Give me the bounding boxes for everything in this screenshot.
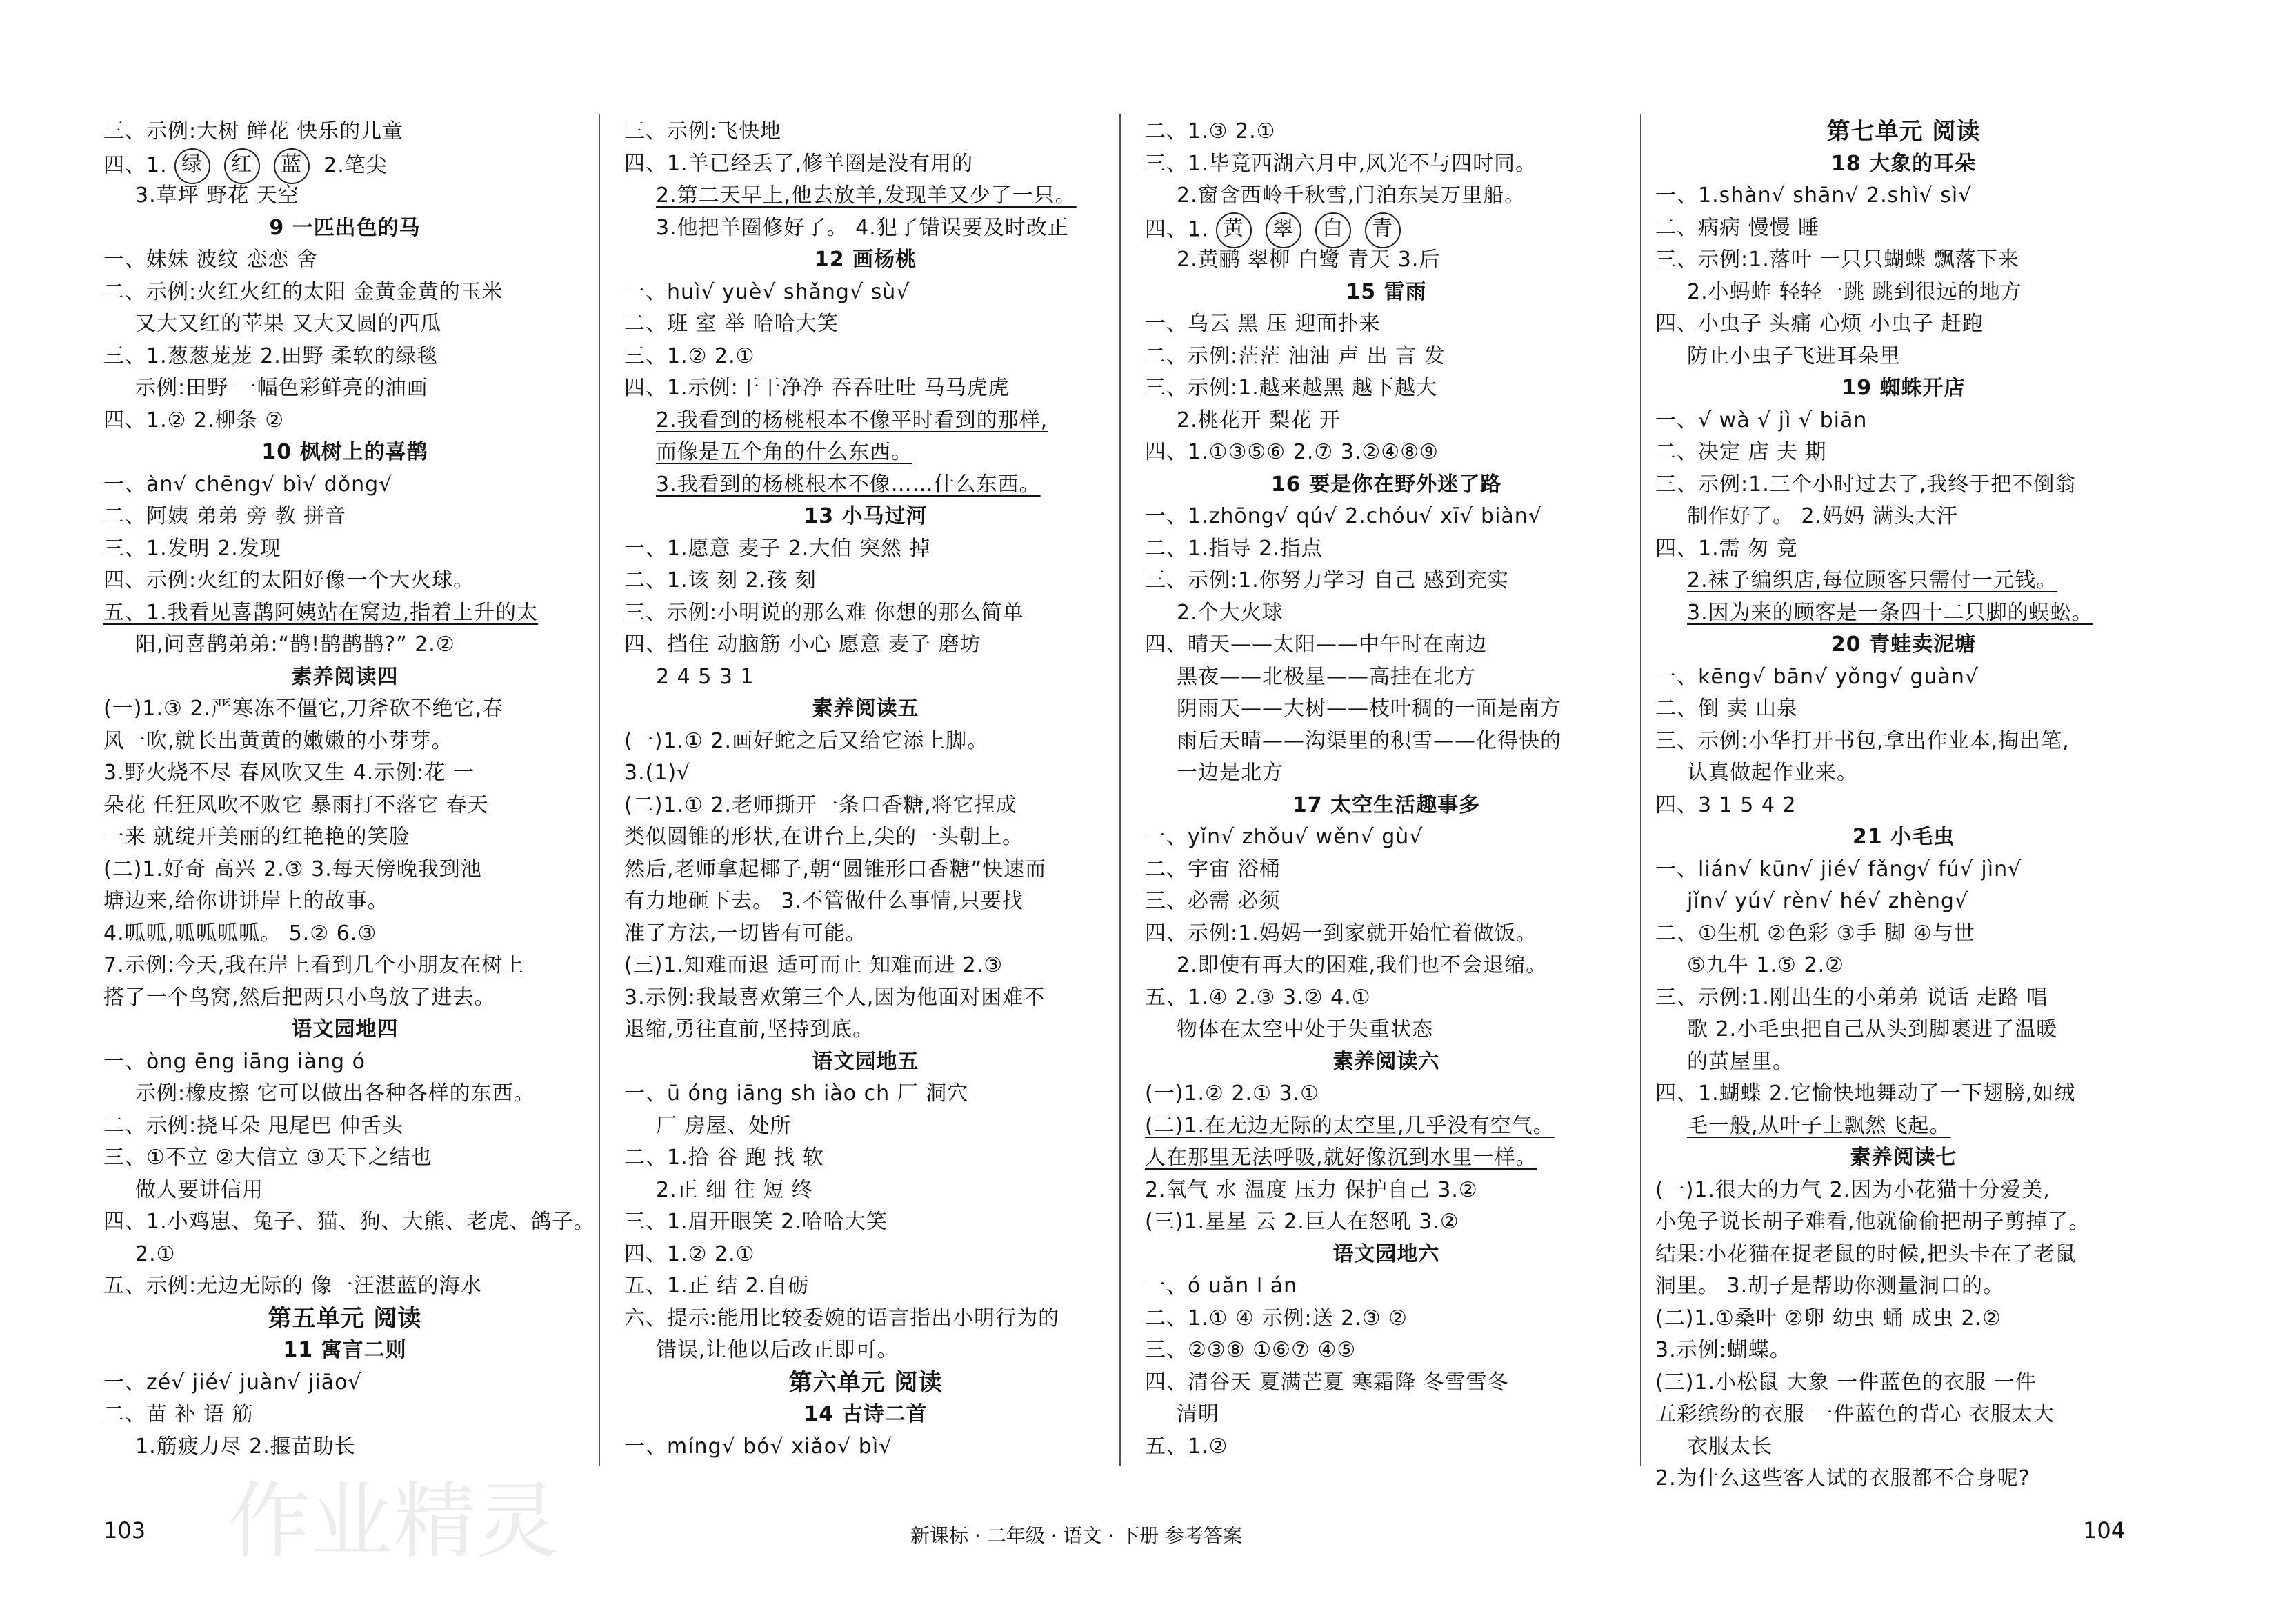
answer-line: 一、妹妹 波纹 恋恋 舍	[103, 248, 318, 272]
answer-line: 四、1.羊已经丢了,修羊圈是没有用的	[624, 151, 974, 176]
column-divider	[1119, 114, 1121, 1466]
section-heading: 20 青蛙卖泥塘	[1830, 632, 1977, 657]
answer-line: 3.我看到的杨桃根本不像……什么东西。	[656, 472, 1041, 497]
answer-line: 二、倒 卖 山泉	[1655, 697, 1799, 721]
answer-line: 3.草坪 野花 天空	[135, 183, 299, 208]
answer-line: 有力地砸下去。 3.不管做什么事情,只要找	[624, 889, 1024, 913]
answer-line: 三、1.② 2.①	[624, 343, 755, 368]
answer-column-3	[1145, 116, 1628, 1463]
section-heading: 语文园地四	[291, 1017, 399, 1041]
answer-line: jǐn√ yú√ rèn√ hé√ zhèng√	[1687, 889, 1969, 913]
answer-line	[1145, 212, 1628, 245]
answer-line: 三、示例:1.你努力学习 自己 感到充实	[1145, 568, 1509, 592]
circled-character: 蓝	[274, 148, 310, 184]
answer-line: 风一吹,就长出黄黄的嫩嫩的小芽芽。	[103, 728, 453, 753]
answer-line: 雨后天晴——沟渠里的积雪——化得快的	[1177, 728, 1561, 753]
answer-line: 3.示例:我最喜欢第三个人,因为他面对困难不	[624, 985, 1046, 1010]
answer-line: 2.黄鹂 翠柳 白鹭 青天 3.后	[1177, 248, 1441, 272]
answer-line: 一、乌云 黑 压 迎面扑来	[1145, 312, 1381, 336]
answer-line: 三、②③⑧ ①⑥⑦ ④⑤	[1145, 1338, 1357, 1362]
answer-line: 一边是北方	[1177, 761, 1284, 785]
answer-line: 然后,老师拿起椰子,朝“圆锥形口香糖”快速而	[624, 857, 1047, 881]
answer-line: 二、示例:挠耳朵 甩尾巴 伸舌头	[103, 1113, 404, 1138]
page-number-right: 104	[2083, 1517, 2126, 1544]
section-heading: 第七单元 阅读	[1826, 118, 1981, 146]
answer-line: 做人要讲信用	[135, 1177, 263, 1202]
answer-line: 7.示例:今天,我在岸上看到几个小朋友在树上	[103, 953, 525, 977]
answer-line: 防止小虫子飞进耳朵里	[1687, 343, 1901, 368]
answer-line: (一)1.② 2.① 3.①	[1145, 1081, 1320, 1106]
answer-line: 衣服太长	[1687, 1434, 1773, 1459]
section-heading: 12 画杨桃	[814, 248, 917, 272]
answer-line: 一、àn√ chēng√ bì√ dǒng√	[103, 472, 393, 497]
answer-line: 二、决定 店 夫 期	[1655, 440, 1827, 464]
answer-line: 二、①生机 ②色彩 ③手 脚 ④与世	[1655, 921, 1975, 946]
answer-line: (二)1.① 2.老师撕开一条口香糖,将它捏成	[624, 792, 1017, 817]
answer-line: 3.因为来的顾客是一条四十二只脚的蜈蚣。	[1687, 600, 2093, 625]
answer-line: 2.小蚂蚱 轻轻一跳 跳到很远的地方	[1687, 279, 2022, 304]
section-heading: 语文园地六	[1332, 1241, 1440, 1266]
watermark: 作业精灵	[228, 1474, 559, 1570]
section-heading: 9 一匹出色的马	[269, 215, 421, 240]
answer-line: 二、1.③ 2.①	[1145, 119, 1276, 143]
answer-line: 清明	[1177, 1402, 1219, 1426]
answer-line: 2.个大火球	[1177, 600, 1284, 625]
answer-line: 四、1.蝴蝶 2.它愉快地舞动了一下翅膀,如绒	[1655, 1081, 2076, 1106]
answer-line: 小兔子说长胡子难看,他就偷偷把胡子剪掉了。	[1655, 1210, 2090, 1234]
section-heading: 21 小毛虫	[1852, 825, 1955, 849]
answer-line: 一、1.zhōng√ qú√ 2.chóu√ xī√ biàn√	[1145, 504, 1542, 528]
answer-line: (一)1.③ 2.严寒冻不僵它,刀斧砍不绝它,春	[103, 697, 504, 721]
section-heading: 素养阅读七	[1850, 1146, 1957, 1170]
section-heading: 16 要是你在野外迷了路	[1270, 472, 1502, 497]
answer-column-1	[103, 116, 595, 1463]
answer-line: 二、宇宙 浴桶	[1145, 857, 1281, 881]
section-heading: 19 蜘蛛开店	[1841, 376, 1966, 400]
answer-line: 二、1.指导 2.指点	[1145, 536, 1323, 561]
answer-line: 歌 2.小毛虫把自己从头到脚裹进了温暖	[1687, 1017, 2058, 1041]
circled-character: 黄	[1216, 212, 1252, 248]
answer-line: 物体在太空中处于失重状态	[1177, 1017, 1433, 1041]
answer-line: 2.袜子编织店,每位顾客只需付一元钱。	[1687, 568, 2058, 592]
page-number-left: 103	[103, 1517, 146, 1544]
answer-line: ⑤九牛 1.⑤ 2.②	[1687, 953, 1845, 977]
section-heading: 第六单元 阅读	[788, 1368, 943, 1397]
answer-line: 四、1.①③⑤⑥ 2.⑦ 3.②④⑧⑨	[1145, 440, 1439, 464]
answer-line: 黑夜——北极星——高挂在北方	[1177, 664, 1476, 689]
answer-line: 三、1.眉开眼笑 2.哈哈大笑	[624, 1210, 888, 1234]
answer-line: 一、lián√ kūn√ jié√ fǎng√ fú√ jìn√	[1655, 857, 2022, 881]
answer-line: 三、①不立 ②大信立 ③天下之结也	[103, 1146, 432, 1170]
column-divider	[599, 114, 600, 1466]
answer-line: 三、示例:1.落叶 一只只蝴蝶 飘落下来	[1655, 248, 2019, 272]
answer-line: 四、挡住 动脑筋 小心 愿意 麦子 磨坊	[624, 632, 981, 657]
answer-line	[103, 148, 586, 181]
answer-line: 六、提示:能用比较委婉的语言指出小明行为的	[624, 1306, 1060, 1330]
section-heading: 语文园地五	[812, 1049, 919, 1074]
answer-line: 4.呱呱,呱呱呱呱。 5.② 6.③	[103, 921, 377, 946]
answer-line: (一)1.① 2.画好蛇之后又给它添上脚。	[624, 728, 989, 753]
answer-line: 四、1.② 2.柳条 ②	[103, 408, 285, 432]
answer-line: 二、苗 补 语 筋	[103, 1402, 254, 1426]
section-heading: 素养阅读六	[1332, 1049, 1440, 1074]
answer-line: (二)1.①桑叶 ②卵 幼虫 蛹 成虫 2.②	[1655, 1306, 2002, 1330]
answer-line: 四、1.小鸡崽、兔子、猫、狗、大熊、老虎、鸽子。	[103, 1210, 595, 1234]
answer-line: 四、1.示例:干干净净 吞吞吐吐 马马虎虎	[624, 376, 1010, 400]
answer-line: 五彩缤纷的衣服 一件蓝色的背心 衣服太大	[1655, 1402, 2055, 1426]
circled-character: 红	[224, 148, 260, 184]
section-heading: 11 寓言二则	[283, 1338, 407, 1362]
answer-column-4	[1655, 116, 2152, 1495]
answer-line: 五、1.正 结 2.自砺	[624, 1274, 810, 1298]
answer-line: 制作好了。 2.妈妈 满头大汗	[1687, 504, 1958, 528]
answer-line: 3.他把羊圈修好了。 4.犯了错误要及时改正	[656, 215, 1069, 240]
answer-line: 四、小虫子 头痛 心烦 小虫子 赶跑	[1655, 312, 1984, 336]
answer-line: 二、阿姨 弟弟 旁 教 拼音	[103, 504, 347, 528]
answer-line: 三、示例:1.刚出生的小弟弟 说话 走路 唱	[1655, 985, 2048, 1010]
answer-line: 3.野火烧不尽 春风吹又生 4.示例:花 一	[103, 761, 475, 785]
answer-line: 2.氧气 水 温度 压力 保护自己 3.②	[1145, 1177, 1478, 1202]
section-heading: 17 太空生活趣事多	[1292, 792, 1481, 817]
answer-line: 结果:小花猫在捉老鼠的时候,把头卡在了老鼠	[1655, 1241, 2077, 1266]
answer-line: 阳,问喜鹊弟弟:“鹊!鹊鹊鹊?” 2.②	[135, 632, 455, 657]
answer-line: 2.窗含西岭千秋雪,门泊东吴万里船。	[1177, 183, 1526, 208]
answer-line: 二、病病 慢慢 睡	[1655, 215, 1820, 240]
answer-line: 四、清谷天 夏满芒夏 寒霜降 冬雪雪冬	[1145, 1370, 1509, 1395]
answer-line: (三)1.小松鼠 大象 一件蓝色的衣服 一件	[1655, 1370, 2037, 1395]
answer-line: 三、示例:小明说的那么难 你想的那么简单	[624, 600, 1024, 625]
answer-line: 洞里。 3.胡子是帮助你测量洞口的。	[1655, 1274, 2005, 1298]
answer-line: 二、1.拾 谷 跑 找 软	[624, 1146, 824, 1170]
answer-line: 3.示例:蝴蝶。	[1655, 1338, 1791, 1362]
answer-line: 一来 就绽开美丽的红艳艳的笑脸	[103, 825, 410, 849]
section-heading: 素养阅读五	[812, 697, 919, 721]
answer-line: 四、3 1 5 4 2	[1655, 792, 1797, 817]
answer-line: 三、示例:1.越来越黑 越下越大	[1145, 376, 1438, 400]
answer-line: (二)1.好奇 高兴 2.③ 3.每天傍晚我到池	[103, 857, 482, 881]
answer-line: 的茧屋里。	[1687, 1049, 1794, 1074]
answer-line: 四、晴天——太阳——中午时在南边	[1145, 632, 1487, 657]
answer-line: 一、kēng√ bān√ yǒng√ guàn√	[1655, 664, 1979, 689]
circled-character: 翠	[1266, 212, 1301, 248]
circled-character: 绿	[174, 148, 210, 184]
answer-line: (一)1.很大的力气 2.因为小花猫十分爱美,	[1655, 1177, 2050, 1202]
answer-line: 2.①	[135, 1241, 176, 1266]
answer-line: 认真做起作业来。	[1687, 761, 1858, 785]
answer-line: 人在那里无法呼吸,就好像沉到水里一样。	[1145, 1146, 1537, 1170]
answer-line: 又大又红的苹果 又大又圆的西瓜	[135, 312, 442, 336]
answer-line: 而像是五个角的什么东西。	[656, 440, 912, 464]
answer-line: 1.筋疲力尽 2.揠苗助长	[135, 1434, 356, 1459]
section-heading: 10 枫树上的喜鹊	[261, 440, 428, 464]
answer-line: 一、yǐn√ zhǒu√ wěn√ gù√	[1145, 825, 1424, 849]
answer-line: 2.桃花开 梨花 开	[1177, 408, 1341, 432]
answer-column-2	[624, 116, 1107, 1463]
answer-line: 四、1.需 匆 竟	[1655, 536, 1798, 561]
section-heading: 素养阅读四	[291, 664, 399, 689]
answer-line: 三、示例:小华打开书包,拿出作业本,掏出笔,	[1655, 728, 2070, 753]
answer-line: 四、示例:火红的太阳好像一个大火球。	[103, 568, 475, 592]
answer-line: 塘边来,给你讲讲岸上的故事。	[103, 889, 389, 913]
answer-line: 二、1.① ④ 示例:送 2.③ ②	[1145, 1306, 1408, 1330]
answer-line: 3.(1)√	[624, 761, 691, 785]
column-divider	[1640, 114, 1641, 1466]
answer-line: 一、ó uǎn l án	[1145, 1274, 1298, 1298]
answer-line: 二、示例:火红火红的太阳 金黄金黄的玉米	[103, 279, 503, 304]
answer-line: 示例:田野 一幅色彩鲜亮的油画	[135, 376, 428, 400]
answer-line: 一、1.shàn√ shān√ 2.shì√ sì√	[1655, 183, 1973, 208]
answer-line: 搭了一个鸟窝,然后把两只小鸟放了进去。	[103, 985, 496, 1010]
answer-line: 一、ū óng iāng sh iào ch 厂 洞穴	[624, 1081, 969, 1106]
answer-line: 三、示例:飞快地	[624, 119, 782, 143]
answer-line: 2.第二天早上,他去放羊,发现羊又少了一只。	[656, 183, 1077, 208]
footer-title: 新课标 · 二年级 · 语文 · 下册 参考答案	[910, 1524, 1243, 1547]
answer-line: 一、1.愿意 麦子 2.大伯 突然 掉	[624, 536, 931, 561]
circled-character: 白	[1315, 212, 1351, 248]
answer-line: 毛一般,从叶子上飘然飞起。	[1687, 1113, 1951, 1138]
answer-line: 一、òng ēng iāng iàng ó	[103, 1049, 366, 1074]
answer-line: 2.我看到的杨桃根本不像平时看到的那样,	[656, 408, 1048, 432]
answer-suffix: 2.笔尖	[316, 153, 388, 177]
answer-line: 类似圆锥的形状,在讲台上,尖的一头朝上。	[624, 825, 1024, 849]
answer-line: 阴雨天——大树——枝叶稠的一面是南方	[1177, 697, 1561, 721]
answer-line: 2.即使有再大的困难,我们也不会退缩。	[1177, 953, 1548, 977]
answer-line: 二、示例:茫茫 油油 声 出 言 发	[1145, 343, 1446, 368]
section-heading: 14 古诗二首	[803, 1402, 928, 1426]
answer-line: 厂 房屋、处所	[656, 1113, 792, 1138]
answer-line: 示例:橡皮擦 它可以做出各种各样的东西。	[135, 1081, 535, 1106]
answer-line: 一、huì√ yuè√ shǎng√ sù√	[624, 279, 910, 304]
answer-line: 朵花 任狂风吹不败它 暴雨打不落它 春天	[103, 792, 489, 817]
answer-line: 五、1.④ 2.③ 3.② 4.①	[1145, 985, 1371, 1010]
answer-prefix: 四、1.	[103, 153, 168, 177]
answer-line: 退缩,勇往直前,坚持到底。	[624, 1017, 875, 1041]
answer-line: 二、班 室 举 哈哈大笑	[624, 312, 839, 336]
answer-line: 三、必需 必须	[1145, 889, 1281, 913]
answer-line: 错误,让他以后改正即可。	[656, 1338, 899, 1362]
answer-line: 三、示例:1.三个小时过去了,我终于把不倒翁	[1655, 472, 2077, 497]
answer-line: 三、示例:大树 鲜花 快乐的儿童	[103, 119, 404, 143]
answer-line: 三、1.葱葱茏茏 2.田野 柔软的绿毯	[103, 343, 439, 368]
answer-line: (三)1.星星 云 2.巨人在怒吼 3.②	[1145, 1210, 1459, 1234]
answer-line: 四、1.② 2.①	[624, 1241, 755, 1266]
section-heading: 13 小马过河	[803, 504, 928, 528]
circled-character: 青	[1365, 212, 1401, 248]
answer-line: 2.为什么这些客人试的衣服都不合身呢?	[1655, 1466, 2030, 1490]
answer-line: 三、1.发明 2.发现	[103, 536, 281, 561]
answer-prefix: 四、1.	[1145, 217, 1209, 241]
answer-line: 四、示例:1.妈妈一到家就开始忙着做饭。	[1145, 921, 1537, 946]
answer-line: 2 4 5 3 1	[656, 664, 755, 689]
answer-line: 2.正 细 往 短 终	[656, 1177, 813, 1202]
answer-line: (二)1.在无边无际的太空里,几乎没有空气。	[1145, 1113, 1555, 1138]
answer-line: 五、1.②	[1145, 1434, 1228, 1459]
answer-line: 准了方法,一切皆有可能。	[624, 921, 867, 946]
answer-line: 五、1.我看见喜鹊阿姨站在窝边,指着上升的太	[103, 600, 539, 625]
answer-line: 三、1.毕竟西湖六月中,风光不与四时同。	[1145, 151, 1537, 176]
answer-line: 五、示例:无边无际的 像一汪湛蓝的海水	[103, 1274, 482, 1298]
answer-line: 一、zé√ jié√ juàn√ jiāo√	[103, 1370, 362, 1395]
section-heading: 第五单元 阅读	[268, 1304, 422, 1332]
answer-line: 一、√ wà √ jì √ biān	[1655, 408, 1868, 432]
section-heading: 18 大象的耳朵	[1830, 151, 1977, 176]
answer-line: 一、míng√ bó√ xiǎo√ bì√	[624, 1434, 893, 1459]
answer-line: 二、1.该 刻 2.孩 刻	[624, 568, 817, 592]
section-heading: 15 雷雨	[1346, 279, 1427, 304]
answer-line: (三)1.知难而退 适可而止 知难而进 2.③	[624, 953, 1004, 977]
